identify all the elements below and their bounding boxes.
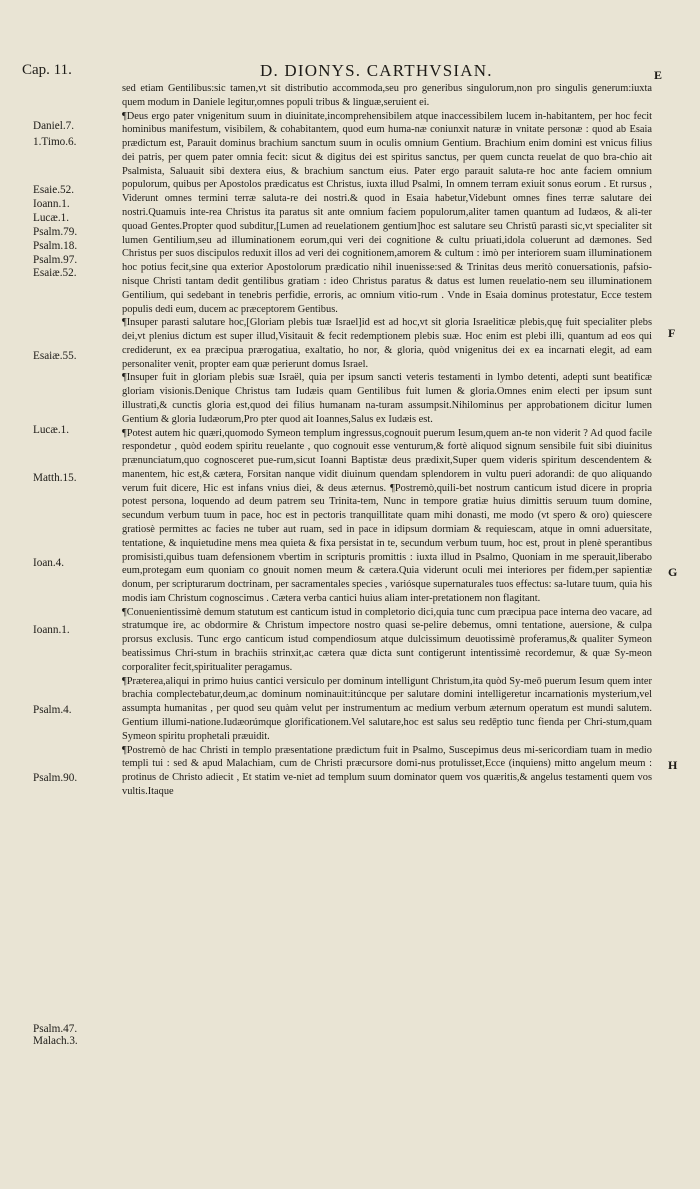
paragraph: ¶Insuper fuit in gloriam plebis suæ Israël, quia per ipsum sancti veteris testamenti in lymbo detenti, adepti sunt beatificæ gloriam visionis.Denique Christus tam Iudæis quam Gentilibus fuit lumen & gloria.Omnes enim electi per ipsum sunt illustrati,& cunctis gloria est,quod dei filius humanam na-turam assumpsit.Nihilominus per approbationem dicitur lumen Gentium & gloria Iudæorum,Pro pter quod ait Ioannes,Salus ex Iudæis est. — [122, 372, 652, 425]
paragraph: ¶Potest autem hic quæri,quomodo Symeon templum ingressus,cognouit puerum Iesum,quem an-te non viderit ? Ad quod facile respondetur , quòd eodem spiritu reuelante , quo cognouit esse venturum,& fortè aliquod signum sensibile fuit sibi diuinitus prænunciatum,quo cognosceret pue-rum,sicut Ioanni Baptistæ deus prædixit,Super quem videris spiritum descendentem & manentem, hic est,& cætera, Forsitan nanque vidit diuinum quendam splendorem in vultu pueri adorandi: de quo aliquando verum fuit dicere, Hic est infans vnius diei, & deus æternus. ¶Postremò,quili-bet nostrum canticum istud dicere in propria potest persona, loquendo ad deum patrem seu Trinita-tem, Nunc in tempore gratiæ huius dimittis seruum tuum domine, secundum verbum tuum in pace, hoc est in pectoris tranquillitate quam mihi donasti, me modo (vt spero & oro) quiescere gratiosè permittes ac facies ne tuber aut ruam, sed in pace in idipsum dormiam & requiescam, atque in omni aduersitate, tentatione, & inquietudine mens mea quieta & fixa persistat in te, secundum verbum tuum, hoc est, prout in plenè sperantibus promisisti,quibus tuam defensionem vbertim in scripturis promittis : iuxta illud in Psalmo, Quoniam in me sperauit,liberabo eum,protegam eum quoniam co gnouit nomen meum & cætera.Quia viderunt oculi mei interiores per fidem,per sapientiæ donum, per scripturarum doctrinam, per sacramentales species , variósque supernaturales tuos effectus: sa-lutare tuum, quia his modis iam Christum cognoscimus . Cætera verba cantici huius aliam inter-pretationem non flagitant. — [122, 427, 652, 604]
margin-ref: Psalm.90. — [33, 772, 78, 784]
page-header — [22, 62, 662, 84]
margin-ref-group — [33, 184, 123, 281]
margin-letter: F — [668, 326, 676, 340]
margin-ref: Esaie.52. — [33, 184, 75, 196]
margin-ref: Psalm.4. — [33, 704, 72, 716]
margin-ref: Malach.3. — [33, 1035, 78, 1047]
margin-ref: Psalm.97. — [33, 253, 78, 266]
chapter-label: Cap. 11. — [22, 62, 72, 78]
margin-ref: Psalm.18. — [33, 239, 78, 252]
margin-letter: G — [668, 565, 678, 579]
margin-ref-group — [33, 1023, 123, 1047]
margin-ref-group — [33, 120, 123, 148]
margin-ref: Matth.15. — [33, 472, 77, 484]
paragraph: ¶Conuenientissimè demum statutum est canticum istud in completorio dici,quia tunc cum præcipua pace interna deo vacare, ad stratumque ire, ac obdormire & Christum impectore nostro quasi se-pelire debemus, omni tentatione, auersione, & culpa prorsus exclusis. Tunc ergo canticum istud compendiosum atque dulcissimum deuotissimè proferamus,& qualiter Symeon beatissimus Chri-stum in brachiis strinxit,ac cætera quæ dicta sunt contigerunt intentissimè recordemur, & quæ Sy-meon corporaliter fecit,spiritualiter peragamus. — [122, 606, 652, 673]
margin-ref: Lucæ.1. — [33, 211, 70, 224]
running-title: D. DIONYS. CARTHVSIAN. — [260, 61, 493, 80]
margin-ref: Psalm.47. — [33, 1023, 78, 1035]
margin-ref: Ioann.1. — [33, 197, 70, 210]
margin-ref: Daniel.7. — [33, 120, 75, 132]
paragraph: ¶Præterea,aliqui in primo huius cantici versiculo per dominum intelligunt Christum,ita quòd Sy-meō puerum Iesum quem inter brachia complectebatur,deum,ac dominum nominauit:itúncque per salutare domini intelligeretur incarnationis mysterium,vel assumpta humanitas , per quod seu quàm velut per instrumentum ac medium verbum æternum operatum est mundi salutem. Gentium illumi-natione.Iudæorúmque glorificationem.Vel salutare,hoc est salus seu redēptio tunc fienda per Chri-stum,quam Symeon spiritu prophetali præuidit. — [122, 675, 652, 742]
paragraph: ¶Postremò de hac Christi in templo præsentatione prædictum fuit in Psalmo, Suscepimus deus mi-sericordiam tuam in medio templi tui : sed & apud Malachiam, cum de Christi præcursore domi-nus protulisset,Ecce (inquiens) mitto angelum meum : protinus de Christo adiecit , Et statim ve-niet ad templum suum dominator quem vos quæritis,& angelus testamenti quem vos vultis.Itaque — [122, 744, 652, 797]
paragraph: ¶Insuper parasti salutare hoc,[Gloriam plebis tuæ Israel]id est ad hoc,vt sit gloria Israeliticæ plebis,quę fuit specialiter plebs dei,vt plenius dictum est super illud,Visitauit & fecit redemptionem plebis suæ. Hoc enim est plebi illi, quantum ad eos qui crediderunt, ex ea præcipua prærogatiua, exaltatio, ho nor, & gloria, quòd vnigenitus dei ex ea incarnati elegit, ad eam personaliter venit, propter eam quæ perierunt domus Israel. — [122, 317, 652, 370]
margin-ref: Lucæ.1. — [33, 424, 70, 436]
margin-ref: Esaiæ.52. — [33, 267, 77, 280]
margin-ref: Ioann.1. — [33, 624, 70, 636]
paragraph: sed etiam Gentilibus:sic tamen,vt sit distributio accommoda,seu pro generibus singulorum,non pro singulis generum:iuxta quem modum in Daniele legitur,omnes populi tribus & linguæ,seruient ei. — [122, 83, 652, 108]
margin-ref: Psalm.79. — [33, 225, 78, 238]
margin-ref: Esaiæ.55. — [33, 350, 77, 362]
margin-ref: Ioan.4. — [33, 557, 65, 569]
margin-letter: E — [653, 68, 662, 82]
body-text — [122, 82, 652, 799]
paragraph: ¶Deus ergo pater vnigenitum suum in diuinitate,incomprehensibilem atque inaccessibilem lucem in-habitantem, per hoc fecit hominibus manifestum, visibilem, & cohabitantem, quod eum huma-næ coniunxit naturæ in vnitate personæ : quod ab Esaia prædictum est, Parauit dominus brachium sanctum suum in oculis omnium Gentium. Brachium enim domini est vnicus filius dei patris, per quem pater omnia fecit: sicut & digitus dei est spiritus sanctus, per quem cuncta reuelat de quo bra-chio ait Psalmista, Saluauit sibi dextera eius, & brachium sanctum eius. Pater ergo parauit saluta-re hoc ante faciem omnium populorum, quibus per Apostolos prædicatus est Christus, iuxta illud Psalmi, In omnem terram exiuit sonus eorum . Et rursus , Viderunt omnes termini terræ saluta-re dei nostri.& quod in Esaia habetur,Videbunt omnes fines terræ salutare dei nostri.Quamuis inte-rea Christus ita paratus sit ante omnium faciem populorum,aliter tamen quantum ad Iudæos, & ali-ter quoad Gentes.Propter quod subditur,[Lumen ad reuelationem gentium]hoc est salutare seu Christū parasti sic,vt specialiter sit lumen Gentilium,seu ad illuminationem eorum,qui veri dei cognitione & cultu priuati,idola coluerunt ad dæmones. Sed Christus per suos discipulos reduxit illos ad veri dei cognitionem,amorem & cultum : imò per interiorem suam illuminationem hoc potius fecit,sine qua exterior Apostolorum prædicatio nihil inuenisse:sed & Trinitas deus meritò conuersationis, pafsio-nisque Christi tantam dedit gentilibus gratiam : ideo Christus paratus & datus est lumen reuelatio-nem seu illuminationem Gentilium, qui sedebant in tenebris perfidie, erroris, ac omnium vitio-rum . Vnde in Esaia dominus protestatur, Ecce testem populis dedi eum, ducem ac præceptorem Gentibus. — [122, 110, 652, 315]
margin-letter: H — [668, 758, 678, 772]
margin-ref: 1.Timo.6. — [33, 136, 77, 148]
